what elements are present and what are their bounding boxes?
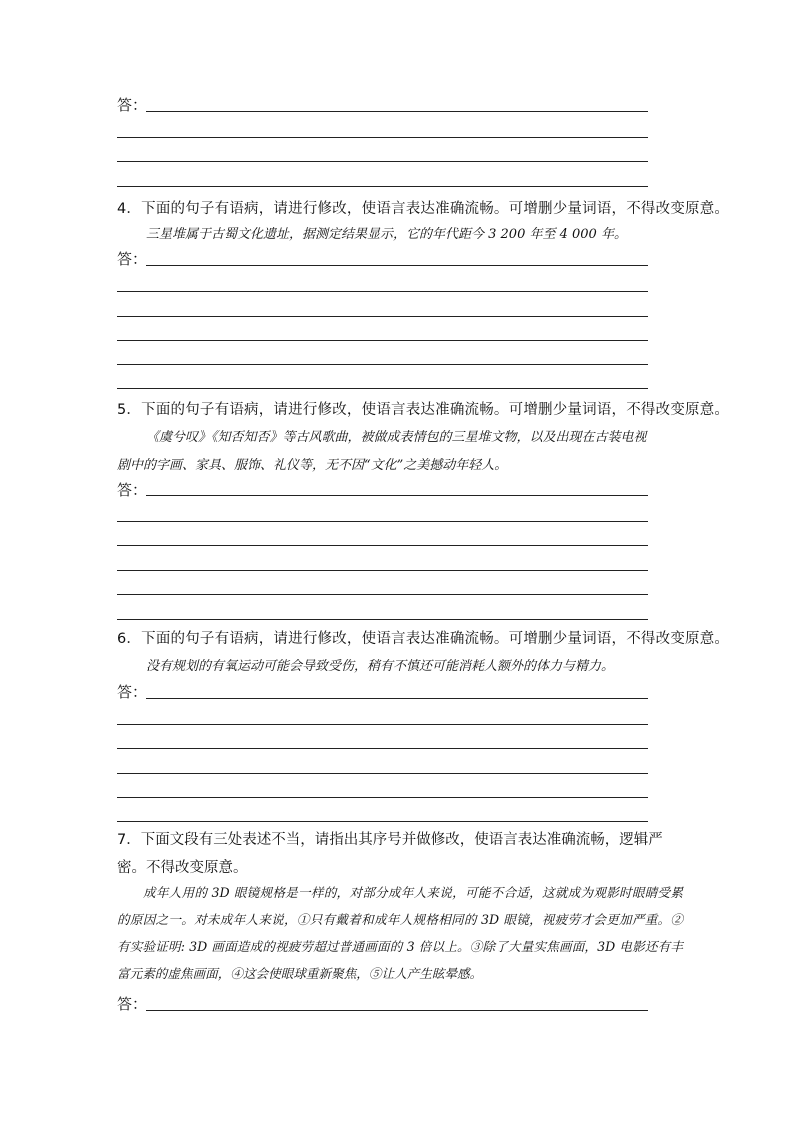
answer-line[interactable] xyxy=(117,619,648,620)
answer-line[interactable] xyxy=(146,265,648,266)
question-4-heading: 4．下面的句子有语病，请进行修改，使语言表达准确流畅。可增删少量词语，不得改变原意。 xyxy=(117,201,730,217)
answer-line[interactable] xyxy=(117,137,648,138)
answer-line[interactable] xyxy=(117,748,648,749)
answer-line[interactable] xyxy=(117,161,648,162)
answer-line[interactable] xyxy=(146,111,648,112)
answer-line[interactable] xyxy=(117,797,648,798)
answer-line[interactable] xyxy=(117,545,648,546)
answer-line[interactable] xyxy=(117,821,648,822)
answer-line[interactable] xyxy=(117,316,648,317)
answer-label: 答： xyxy=(117,481,148,499)
answer-line[interactable] xyxy=(117,291,648,292)
question-5-heading: 5．下面的句子有语病，请进行修改，使语言表达准确流畅。可增删少量词语，不得改变原意。 xyxy=(117,402,730,418)
answer-label: 答： xyxy=(117,96,148,114)
question-4-sentence: 三星堆属于古蜀文化遗址，据测定结果显示，它的年代距今 3 200 年至 4 000 年。 xyxy=(146,227,627,242)
answer-line[interactable] xyxy=(117,388,648,389)
question-6-heading: 6．下面的句子有语病，请进行修改，使语言表达准确流畅。可增删少量词语，不得改变原意。 xyxy=(117,631,730,647)
answer-label: 答： xyxy=(117,683,148,701)
answer-line[interactable] xyxy=(146,495,648,496)
question-6-sentence: 没有规划的有氧运动可能会导致受伤，稍有不慎还可能消耗人额外的体力与精力。 xyxy=(146,659,615,674)
answer-line[interactable] xyxy=(117,340,648,341)
answer-label: 答： xyxy=(117,250,148,268)
answer-line[interactable] xyxy=(117,570,648,571)
question-7-heading: 7．下面文段有三处表述不当，请指出其序号并做修改，使语言表达准确流畅，逻辑严密。不得改变原意。 xyxy=(117,832,663,876)
answer-line[interactable] xyxy=(117,364,648,365)
answer-line[interactable] xyxy=(117,724,648,725)
answer-line[interactable] xyxy=(146,1010,648,1011)
answer-line[interactable] xyxy=(117,773,648,774)
answer-line[interactable] xyxy=(117,186,648,187)
question-7-paragraph: 成年人用的 3D 眼镜规格是一样的，对部分成年人来说，可能不合适，这就成为观影时眼睛受累的原因之一。对未成年人来说，①只有戴着和成年人规格相同的 3D 眼镜，视疲劳才会更加严重。②有实验证明: 3D 画面造成的视疲劳超过普通画面的 3 倍以上。③除了大量实焦画面，3D 电影还有丰富元素的虚焦画面，④这会使眼球重新聚焦，⑤让人产生眩晕感。 xyxy=(117,885,683,981)
answer-line[interactable] xyxy=(117,594,648,595)
answer-line[interactable] xyxy=(146,698,648,699)
answer-line[interactable] xyxy=(117,521,648,522)
question-5-sentence-line1: 《虞兮叹》《知否知否》等古风歌曲，被做成表情包的三星堆文物，以及出现在古装电视 xyxy=(146,430,647,445)
answer-label: 答： xyxy=(117,995,148,1013)
question-5-sentence-line2: 剧中的字画、家具、服饰、礼仪等，无不因“文化”之美撼动年轻人。 xyxy=(117,458,508,473)
